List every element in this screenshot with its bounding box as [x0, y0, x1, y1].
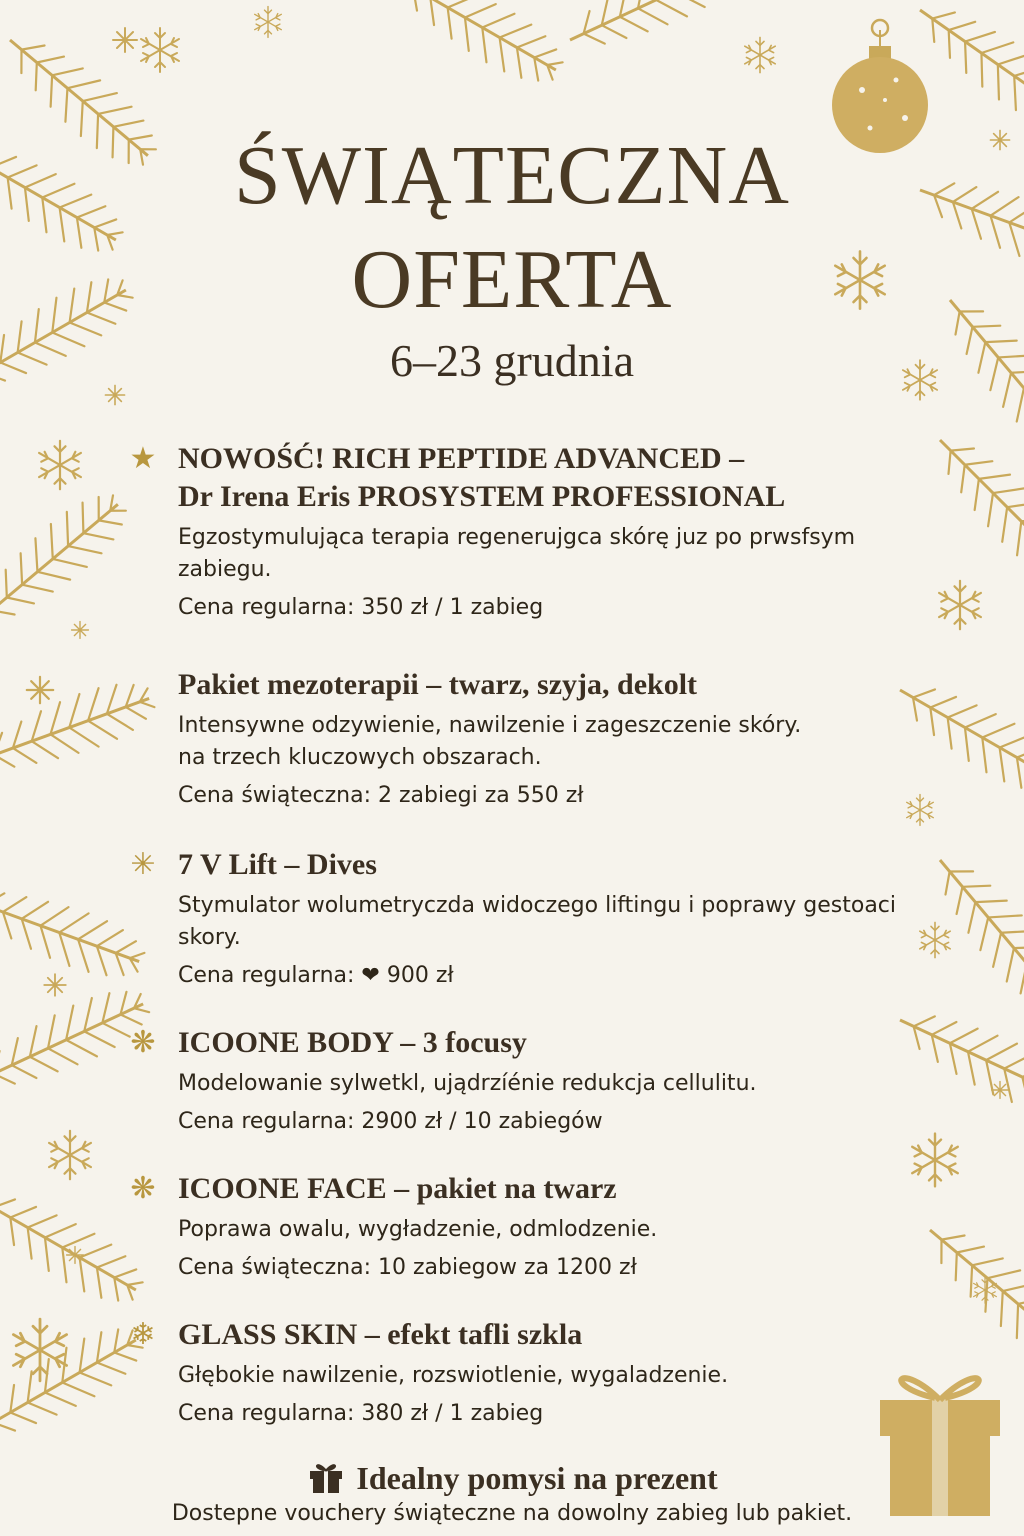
page-title-line2: OFERTA: [351, 233, 673, 326]
offer-description: Intensywne odzywienie, nawilzenie i zageszczenie skóry. na trzech kluczowych obszarach.: [178, 713, 802, 770]
offer-item-7v-lift: [130, 846, 938, 992]
offer-title: NOWOŚĆ! RICH PEPTIDE ADVANCED – Dr Irena Eris PROSYSTEM PROFESSIONAL: [178, 442, 786, 513]
offer-title: ICOONE BODY – 3 focusy: [178, 1026, 527, 1059]
date-range: 6–23 grudnia: [389, 335, 634, 386]
gift-heading: Idealny pomysi na prezent: [0, 1458, 1024, 1498]
offer-price: Cena świąteczna: 10 zabiegow za 1200 zł: [178, 1255, 637, 1280]
offer-title: ICOONE FACE – pakiet na twarz: [178, 1172, 617, 1205]
voucher-text: Dostepne vouchery świąteczne na dowolny zabieg lub pakiet.: [171, 1501, 853, 1526]
offer-item-icoone-face: [130, 1170, 938, 1284]
offer-price: Cena regularna: ❤ 900 zł: [178, 963, 454, 988]
offer-description: Stymulator wolumetryczda widoczego liftingu i poprawy gestoaci skory.: [178, 893, 897, 950]
offer-item-icoone-body: [130, 1024, 938, 1138]
snowflake-icon: ❄: [130, 1317, 156, 1352]
offer-item-glass-skin: [130, 1316, 938, 1430]
star-icon: ★: [129, 441, 157, 476]
offer-item-rich-peptide: [129, 440, 938, 624]
offer-price: Cena świąteczna: 2 zabiegi za 550 zł: [178, 783, 584, 808]
offer-description: Głębokie nawilzenie, rozswiotlenie, wygaladzenie.: [178, 1363, 729, 1388]
offer-description: Poprawa owalu, wygładzenie, odmlodzenie.: [178, 1217, 658, 1242]
offer-title: 7 V Lift – Dives: [178, 848, 377, 881]
page-title-line1: ŚWIĄTECZNA: [234, 129, 790, 222]
offer-item-mezoterapia: [178, 666, 938, 812]
snowflake-icon: ✳: [130, 847, 156, 882]
offer-price: Cena regularna: 350 zł / 1 zabieg: [178, 595, 544, 620]
offer-title: Pakiet mezoterapii – twarz, szyja, dekolt: [178, 668, 698, 701]
snowflake-icon: ❋: [130, 1025, 156, 1060]
gift-icon: [306, 1461, 346, 1493]
offer-description: Egzostymulująca terapia regenerujgca skórę juz po prwsfsym zabiegu.: [178, 525, 856, 582]
offer-description: Modelowanie sylwetkl, ujądrzíénie redukcja cellulitu.: [178, 1071, 757, 1096]
offer-title: GLASS SKIN – efekt tafli szkla: [178, 1318, 583, 1351]
offer-price: Cena regularna: 2900 zł / 10 zabiegów: [178, 1109, 603, 1134]
snowflake-icon: ❋: [130, 1171, 156, 1206]
offer-price: Cena regularna: 380 zł / 1 zabieg: [178, 1401, 544, 1426]
